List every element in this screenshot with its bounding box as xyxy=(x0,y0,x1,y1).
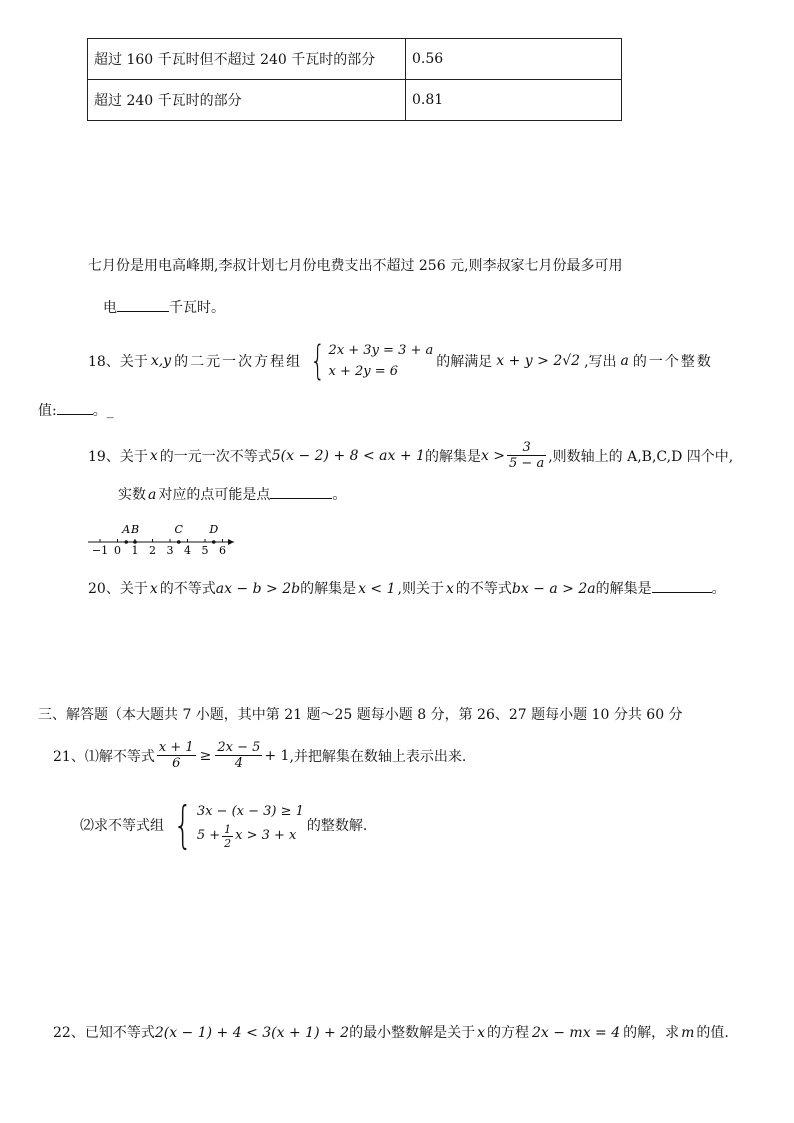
left-brace-icon: { xyxy=(173,796,193,854)
q20-end: 。 xyxy=(711,581,726,597)
q19-line2-pre: 实数 xyxy=(118,487,146,503)
number-line-tick-label: 3 xyxy=(166,544,174,557)
q19-line2-end: 。 xyxy=(332,487,347,503)
table-cell-label: 超过 160 千瓦时但不超过 240 千瓦时的部分 xyxy=(88,39,406,80)
q18-cond: x + y > 2√2 xyxy=(496,353,581,369)
q18-line2-end: 。_ xyxy=(92,403,114,419)
q18-end: 的一个整数 xyxy=(632,354,713,370)
q19-mid2: 的解集是 xyxy=(424,448,481,465)
q19-line2 xyxy=(118,484,346,504)
q22-prefix: 22、已知不等式 xyxy=(53,1025,155,1041)
number-line-tick-label: 0 xyxy=(114,544,121,557)
number-line-point xyxy=(124,540,128,544)
number-line-tick-label: 4 xyxy=(184,544,191,557)
fraction-denominator: 6 xyxy=(172,756,181,771)
q20-ineq2: bx − a > 2a xyxy=(511,581,596,597)
q19-var-x: x xyxy=(149,447,158,464)
q20-mid3: ,则关于 xyxy=(397,581,444,597)
number-line-tick-label: −1 xyxy=(91,544,109,557)
q20-var-x: x xyxy=(149,581,158,597)
number-line-point xyxy=(133,540,137,544)
q21-ge: ≥ xyxy=(199,747,212,764)
q19-prefix: 19、关于 xyxy=(88,448,148,465)
number-line-tick-label: 1 xyxy=(131,544,139,557)
q19-line2-mid: 对应的点可能是点 xyxy=(158,487,271,503)
table-row xyxy=(88,80,622,121)
left-brace-icon: { xyxy=(310,338,326,384)
q18-eq2: x + 2y = 6 xyxy=(328,364,399,379)
q18-mid: 的二元一次方程组 xyxy=(174,354,303,370)
q20-prefix: 20、关于 xyxy=(88,581,148,597)
q18-line2-text: 值: xyxy=(38,403,57,419)
q21-sys-fraction xyxy=(222,823,233,850)
q20-mid5: 的解集是 xyxy=(595,581,652,597)
q22-eq: 2x − mx = 4 xyxy=(531,1025,621,1041)
arrow-right-icon xyxy=(228,539,234,545)
section-heading: 三、解答题（本大题共 7 小题，其中第 21 题～25 题每小题 8 分，第 26、27 题每小题 10 分共 60 分 xyxy=(38,707,683,723)
number-line-point-label: D xyxy=(209,523,219,536)
q19-line2-var: a xyxy=(148,487,157,503)
fraction-denominator: 4 xyxy=(234,756,243,771)
q21-fraction-2 xyxy=(215,740,262,771)
number-line-point-label: B xyxy=(130,523,140,536)
q22-var-m: m xyxy=(681,1025,695,1041)
q19-sol-pre: x > xyxy=(480,447,506,464)
number-line-tick-label: 6 xyxy=(219,544,226,557)
q18-var-a: a xyxy=(620,353,629,369)
q22-ineq: 2(x − 1) + 4 < 3(x + 1) + 2 xyxy=(154,1025,350,1041)
fraction-denominator: 5 − a xyxy=(509,456,545,471)
q18-cond-post: ,写出 xyxy=(584,354,617,370)
q17-text-a: 电 xyxy=(103,300,117,316)
q21-part2-pre: ⑵求不等式组 xyxy=(80,818,164,834)
table-row xyxy=(88,39,622,80)
number-line-point xyxy=(212,540,216,544)
question-22 xyxy=(53,1022,729,1042)
q22-var-x: x xyxy=(477,1025,485,1041)
question-20 xyxy=(88,578,726,598)
q21-fraction-1 xyxy=(157,740,196,771)
answer-blank[interactable] xyxy=(117,297,169,312)
question-18 xyxy=(88,340,713,382)
q17-text-b: 千瓦时。 xyxy=(169,300,225,316)
q19-end: ,则数轴上的 A,B,C,D 四个中, xyxy=(548,448,734,465)
q21-sys-line1: 3x − (x − 3) ≥ 1 xyxy=(196,803,304,819)
fraction-numerator: x + 1 xyxy=(158,740,194,755)
fraction-numerator: 2x − 5 xyxy=(217,740,261,755)
q19-fraction xyxy=(507,440,546,471)
number-line-tick-label: 5 xyxy=(201,544,209,557)
q18-eq1: 2x + 3y = 3 + a xyxy=(328,343,434,358)
equation-system xyxy=(305,340,433,382)
q21-part1-pre: 21、⑴解不等式 xyxy=(53,748,155,765)
q21-sys-l2-pre: 5 + xyxy=(196,828,221,843)
q22-mid: 的最小整数解是关于 xyxy=(349,1025,476,1041)
q21-part1-end: ,并把解集在数轴上表示出来. xyxy=(289,748,467,765)
number-line-point-label: A xyxy=(122,523,131,536)
q17-line1: 七月份是用电高峰期,李叔计划七月份电费支出不超过 256 元,则李叔家七月份最多可用 xyxy=(88,258,623,274)
question-21-part2 xyxy=(80,796,368,854)
q22-mid3: 的解，求 xyxy=(623,1025,680,1041)
number-line-point xyxy=(177,540,181,544)
fraction-denominator: 2 xyxy=(224,836,232,850)
q22-mid2: 的方程 xyxy=(486,1025,529,1041)
q19-ineq: 5(x − 2) + 8 < ax + 1 xyxy=(271,447,425,464)
q22-end: 的值. xyxy=(696,1025,729,1041)
q19-mid: 的一元一次不等式 xyxy=(159,448,272,465)
q20-sol: x < 1 xyxy=(358,581,396,597)
q18-line2 xyxy=(38,400,114,420)
q20-ineq1: ax − b > 2b xyxy=(215,581,301,597)
table-cell-value: 0.56 xyxy=(406,39,622,80)
q21-sys-l2-post: x > 3 + x xyxy=(235,828,297,843)
inequality-system xyxy=(167,796,304,854)
q18-vars: x,y xyxy=(150,353,172,369)
answer-blank[interactable] xyxy=(270,484,332,499)
table-cell-label: 超过 240 千瓦时的部分 xyxy=(88,80,406,121)
q21-plus: + 1 xyxy=(264,747,290,764)
fraction-numerator: 1 xyxy=(224,822,232,836)
answer-blank[interactable] xyxy=(57,400,93,415)
q20-mid4: 的不等式 xyxy=(455,581,512,597)
q20-mid2: 的解集是 xyxy=(300,581,357,597)
q20-mid: 的不等式 xyxy=(159,581,216,597)
q17-line2 xyxy=(103,297,225,317)
fraction-numerator: 3 xyxy=(507,440,546,456)
q21-sys-line2 xyxy=(197,823,304,850)
q18-prefix: 18、关于 xyxy=(88,354,148,370)
question-21-part1 xyxy=(53,740,466,771)
number-line xyxy=(88,520,238,558)
answer-blank[interactable] xyxy=(652,578,712,593)
rate-table xyxy=(87,38,622,121)
number-line-tick-label: 2 xyxy=(149,544,156,557)
q21-part2-end: 的整数解. xyxy=(306,818,368,834)
q20-var-x2: x xyxy=(445,581,454,597)
table-cell-value: 0.81 xyxy=(406,80,622,121)
question-19 xyxy=(88,440,733,471)
number-line-point-label: C xyxy=(174,523,183,536)
q18-cond-pre: 的解满足 xyxy=(436,354,493,370)
